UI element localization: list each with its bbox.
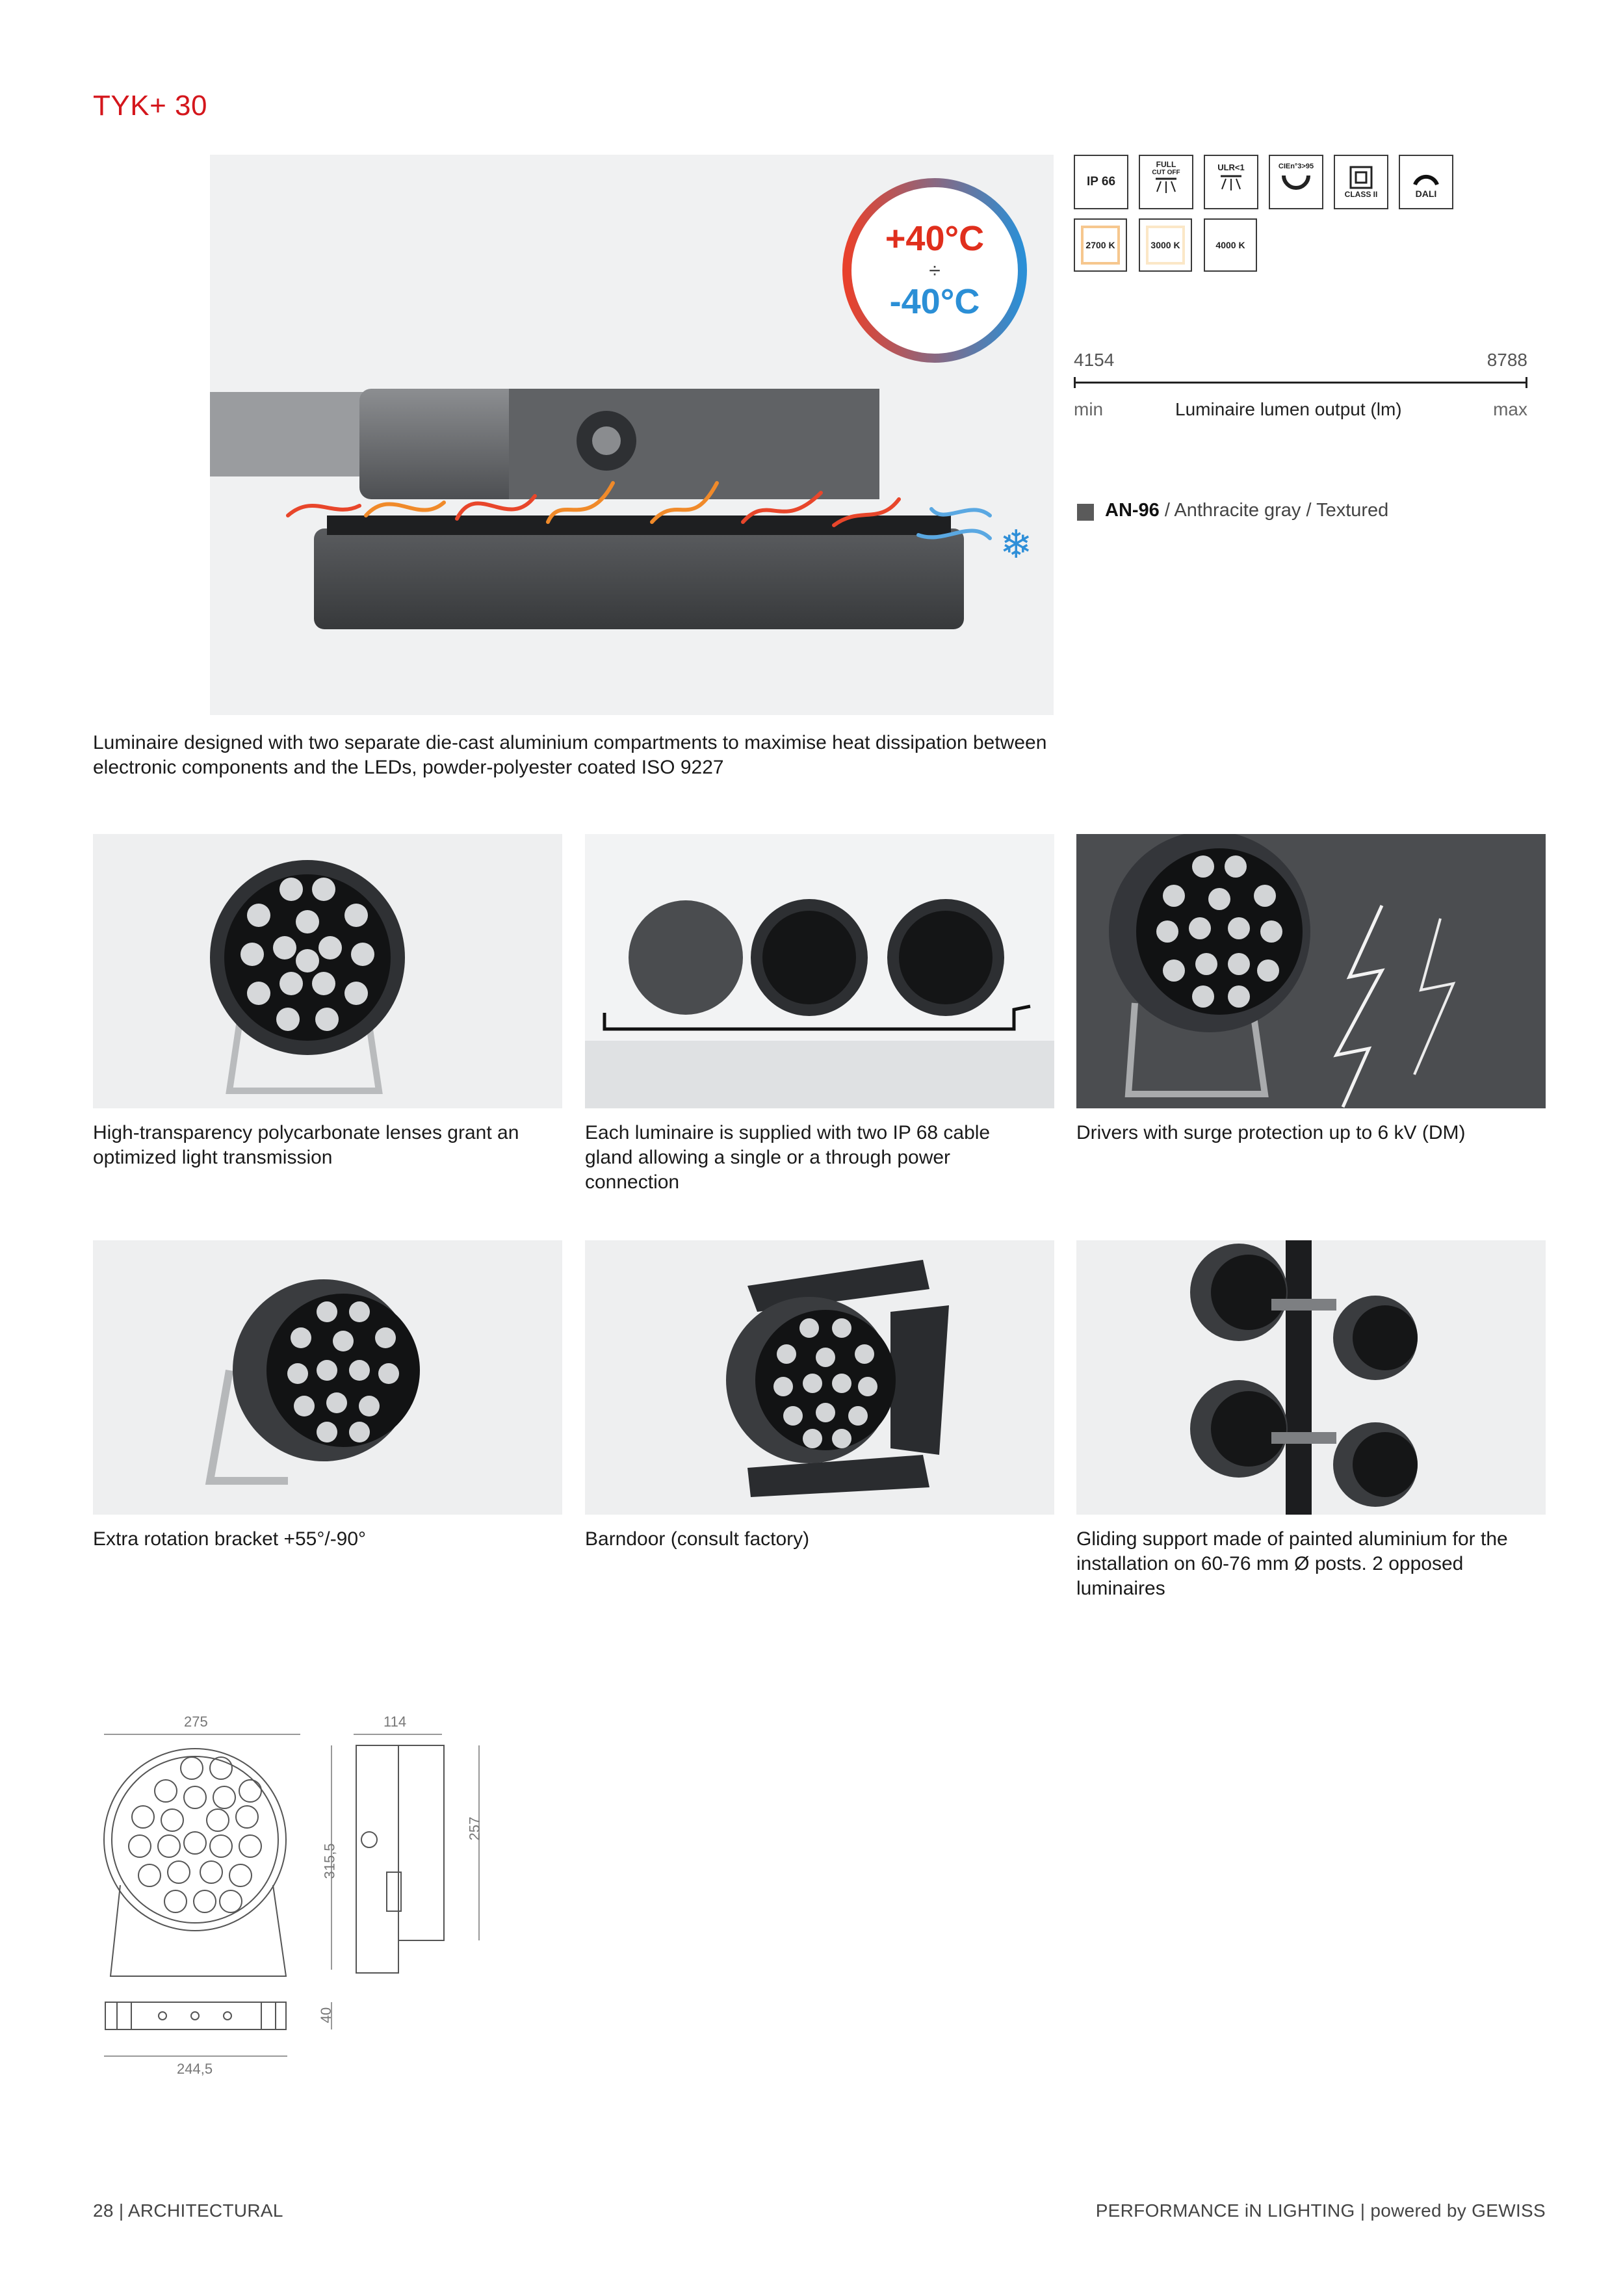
cct-4000-swatch bbox=[1211, 226, 1250, 265]
surge-illustration bbox=[1076, 834, 1546, 1108]
feature-caption-barndoor: Barndoor (consult factory) bbox=[585, 1528, 810, 1550]
feature-caption-surge: Drivers with surge protection up to 6 kV (DM) bbox=[1076, 1122, 1466, 1143]
cie-arc-icon bbox=[1280, 170, 1312, 192]
lumen-min-value: 4154 bbox=[1074, 350, 1115, 370]
hero-image bbox=[93, 155, 1054, 715]
dimming-arc-icon bbox=[1411, 165, 1441, 189]
finish-description: / Anthracite gray / Textured bbox=[1159, 500, 1389, 521]
feature-caption-lenses: High-transparency polycarbonate lenses grant an optimized light transmission bbox=[93, 1122, 519, 1168]
feature-photo-gliding-support bbox=[1076, 1240, 1546, 1515]
full-cut-off-bottom: CUT OFF bbox=[1152, 169, 1180, 176]
feature-photo-cable-gland bbox=[585, 834, 1054, 1108]
cct-3000-swatch bbox=[1146, 226, 1185, 265]
cct-4000-label: 4000 K bbox=[1215, 240, 1245, 250]
feature-caption-rotation-bracket: Extra rotation bracket +55°/-90° bbox=[93, 1528, 367, 1550]
cable-gland-illustration bbox=[585, 834, 1054, 1108]
lumen-max-value: 8788 bbox=[1487, 350, 1527, 370]
class-ii-icon bbox=[1334, 155, 1388, 209]
ulr-rays-icon bbox=[1217, 172, 1245, 193]
full-cut-off-top: FULL bbox=[1156, 160, 1176, 169]
lumen-range-start-tick bbox=[1074, 377, 1076, 388]
ulr-icon bbox=[1204, 155, 1258, 209]
finish-color-swatch bbox=[1077, 504, 1094, 521]
lumen-range-line bbox=[1074, 382, 1527, 384]
cct-2700-swatch bbox=[1081, 226, 1120, 265]
feature-caption-cable-gland: Each luminaire is supplied with two IP 68 cable gland allowing a single or a through power connection bbox=[585, 1122, 991, 1193]
cie-icon bbox=[1269, 155, 1323, 209]
cct-3000-box bbox=[1139, 218, 1192, 272]
feature-photo-surge bbox=[1076, 834, 1546, 1108]
dali-label: DALI bbox=[1415, 189, 1437, 199]
lumen-max-label: max bbox=[1493, 399, 1527, 419]
temp-low-label: -40°C bbox=[889, 282, 980, 321]
dim-body-height: 257 bbox=[466, 1816, 483, 1841]
dim-bracket-height: 40 bbox=[318, 2007, 335, 2024]
svg-text:❄: ❄ bbox=[1000, 522, 1033, 567]
hero-caption: Luminaire designed with two separate die-cast aluminium compartments to maximise heat dissipation between electronic components and the LEDs, powder-polyester coated ISO 9227 bbox=[93, 732, 1047, 778]
double-square-icon bbox=[1349, 165, 1373, 190]
rotation-bracket-illustration bbox=[93, 1240, 562, 1515]
footer-left: 28 | ARCHITECTURAL bbox=[93, 2200, 283, 2221]
ip66-icon bbox=[1074, 155, 1128, 209]
lenses-illustration bbox=[93, 834, 562, 1108]
lumen-min-label: min bbox=[1074, 399, 1104, 419]
class-ii-label: CLASS II bbox=[1344, 190, 1378, 199]
gliding-support-illustration bbox=[1076, 1240, 1546, 1515]
feature-caption-gliding-support: Gliding support made of painted aluminium for the installation on 60-76 mm Ø posts. 2 opposed luminaires bbox=[1076, 1528, 1508, 1599]
cct-2700-box bbox=[1074, 218, 1127, 272]
finish-code: AN-96 bbox=[1105, 500, 1160, 521]
finish-text bbox=[1105, 500, 1388, 521]
footer-right: PERFORMANCE iN LIGHTING | powered by GEWISS bbox=[1095, 2200, 1546, 2221]
cie-label: CIEn°3>95 bbox=[1278, 163, 1314, 170]
technical-drawing bbox=[91, 1716, 507, 2106]
page-title: TYK+ 30 bbox=[93, 90, 207, 122]
dim-width: 275 bbox=[184, 1714, 208, 1730]
ulr-label: ULR<1 bbox=[1217, 163, 1245, 172]
feature-photo-lenses bbox=[93, 834, 562, 1108]
cct-2700-label: 2700 K bbox=[1085, 240, 1115, 250]
light-rays-icon bbox=[1152, 176, 1180, 194]
lumen-range-end-tick bbox=[1526, 377, 1527, 388]
lumen-output-label: Luminaire lumen output (lm) bbox=[1175, 399, 1402, 419]
dali-icon bbox=[1399, 155, 1453, 209]
dim-bracket-width: 244,5 bbox=[177, 2061, 213, 2077]
dim-depth: 114 bbox=[383, 1714, 407, 1730]
temp-high-label: +40°C bbox=[885, 219, 985, 258]
cct-3000-label: 3000 K bbox=[1150, 240, 1180, 250]
feature-photo-barndoor bbox=[585, 1240, 1054, 1515]
barndoor-illustration bbox=[585, 1240, 1054, 1515]
dimension-drawings bbox=[91, 1716, 507, 2106]
feature-photo-rotation-bracket bbox=[93, 1240, 562, 1515]
cct-4000-box bbox=[1204, 218, 1257, 272]
ip66-label: IP 66 bbox=[1086, 175, 1116, 189]
full-cut-off-icon bbox=[1139, 155, 1193, 209]
dim-height: 315,5 bbox=[321, 1843, 338, 1879]
temp-separator: ÷ bbox=[929, 259, 941, 282]
